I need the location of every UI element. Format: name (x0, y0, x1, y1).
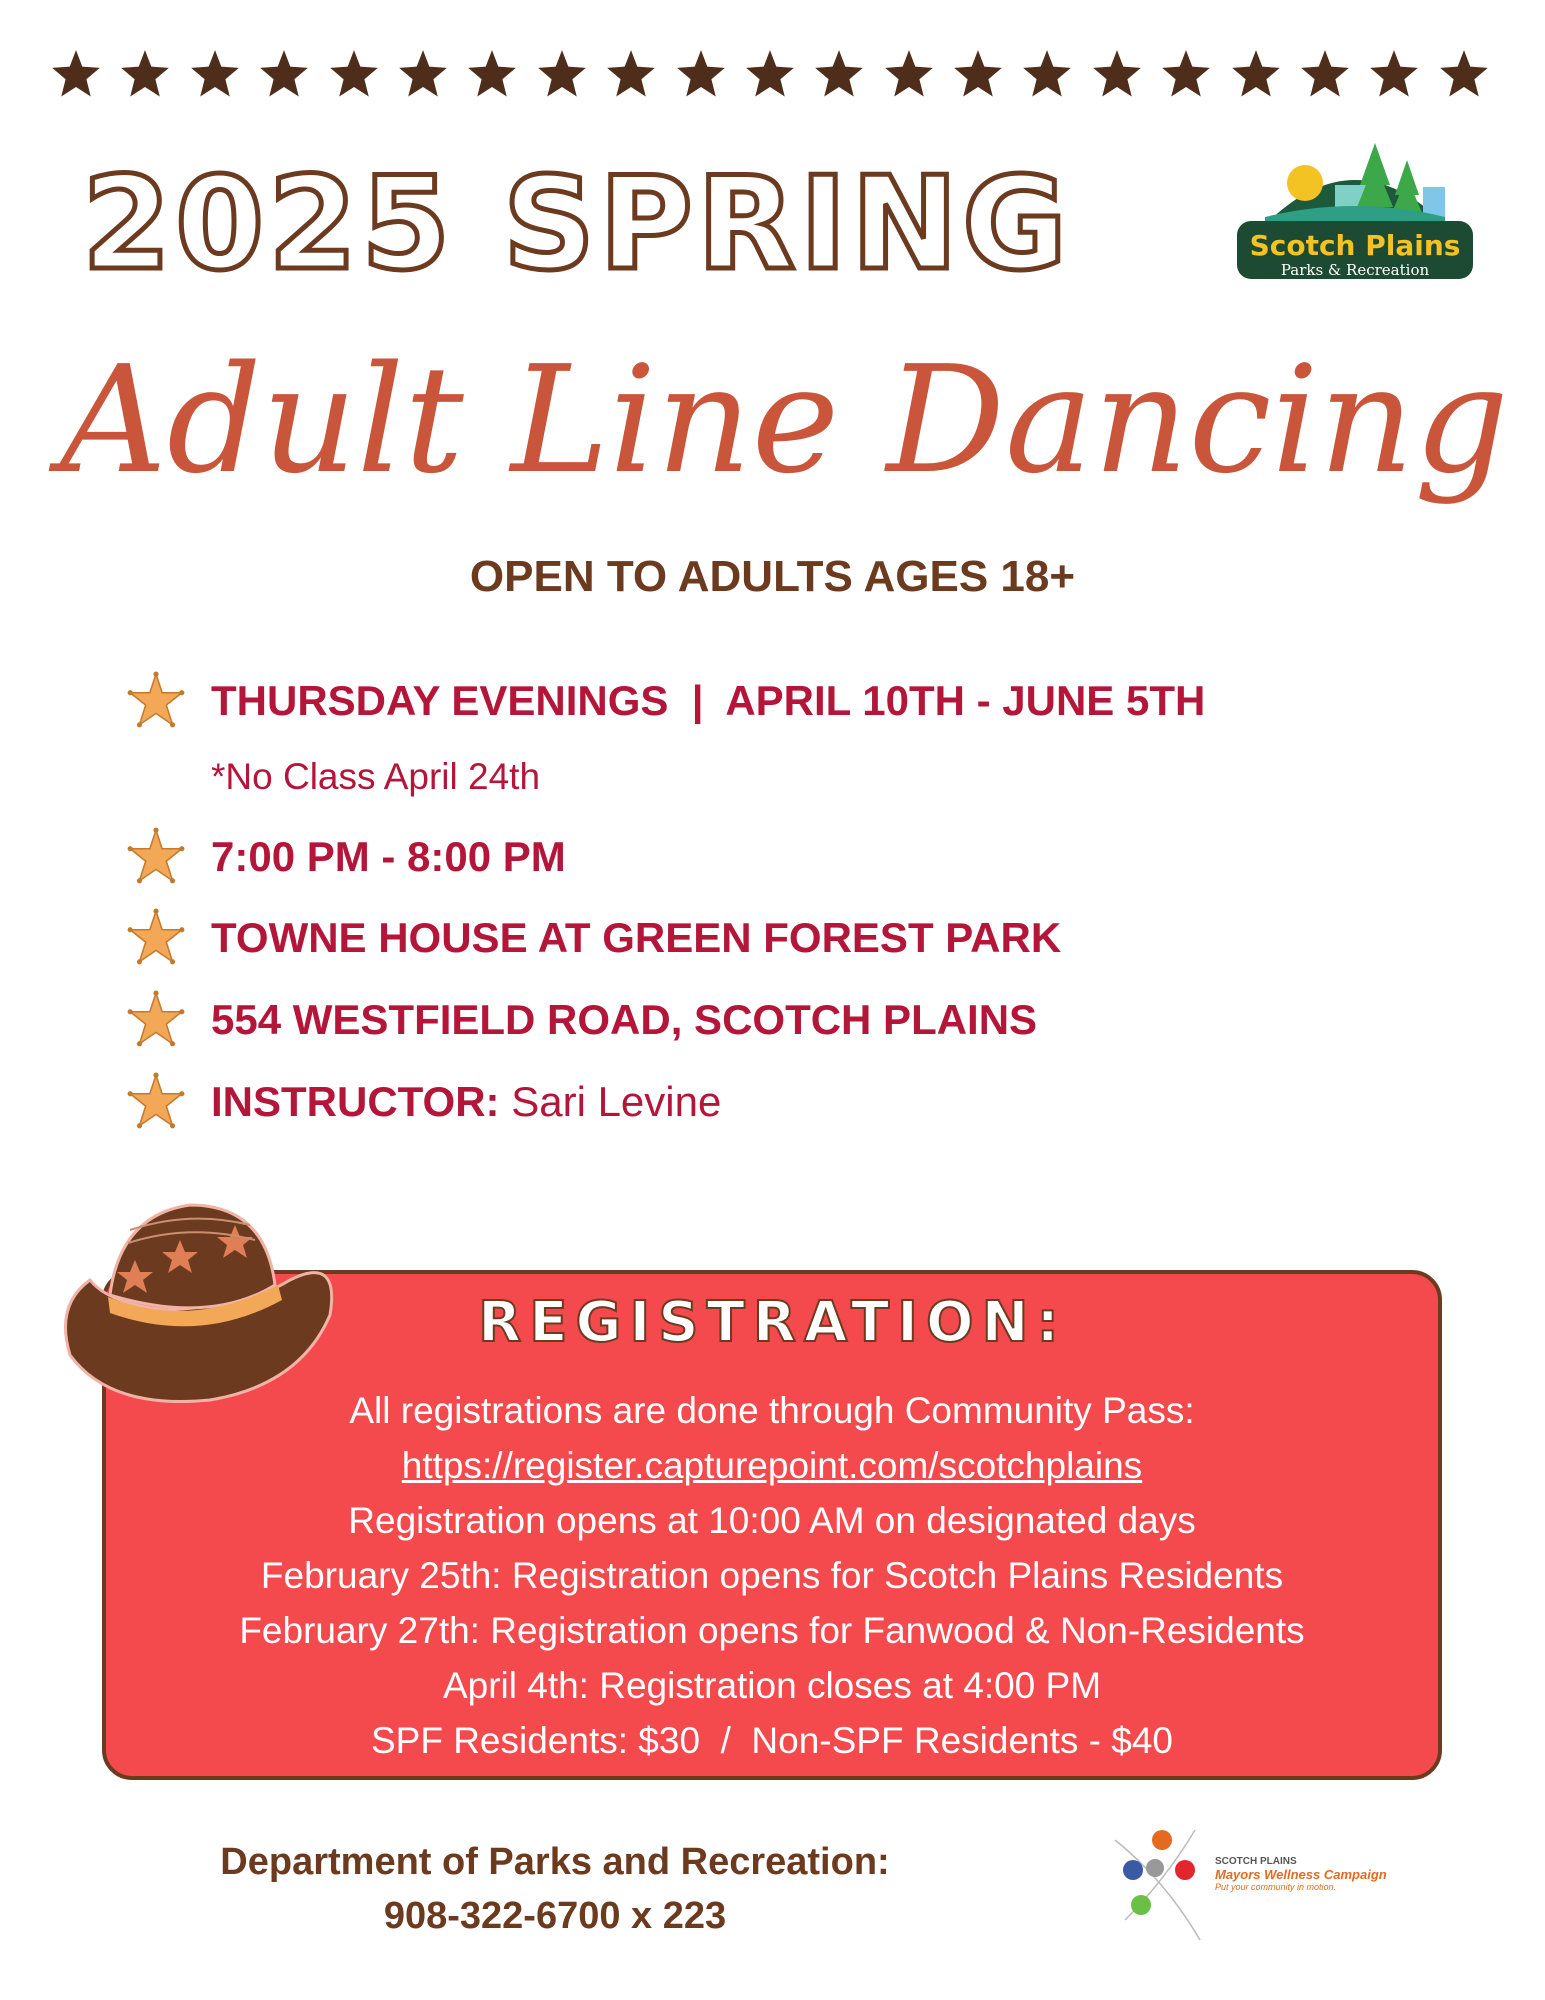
detail-location (125, 903, 1061, 973)
star-icon (189, 48, 241, 100)
sheriff-star-icon (125, 670, 187, 732)
registration-line: February 27th: Registration opens for Fanwood & Non-Residents (239, 1610, 1305, 1651)
star-icon (744, 48, 796, 100)
star-icon (605, 48, 657, 100)
registration-line: February 25th: Registration opens for Scotch Plains Residents (260, 1555, 1284, 1596)
logo-tagline: Parks & Recreation (1280, 261, 1430, 279)
detail-schedule (125, 666, 1205, 736)
star-icon (466, 48, 518, 100)
registration-fees: SPF Residents: $30 / Non-SPF Residents - $40 (370, 1720, 1174, 1761)
detail-instructor (125, 1067, 721, 1137)
star-icon (1160, 48, 1212, 100)
star-icon (258, 48, 310, 100)
address-text: 554 WESTFIELD ROAD, SCOTCH PLAINS (211, 996, 1038, 1043)
star-icon (1438, 48, 1490, 100)
instructor-label: INSTRUCTOR: (211, 1078, 500, 1125)
park-trees-logo-icon (1235, 125, 1475, 295)
registration-title: REGISTRATION: (478, 1290, 1067, 1355)
department-phone: 908-322-6700 x 223 (383, 1895, 727, 1937)
wellness-campaign-logo (1105, 1820, 1405, 1950)
registration-line: April 4th: Registration closes at 4:00 PM (442, 1665, 1102, 1706)
time-text: 7:00 PM - 8:00 PM (211, 833, 566, 880)
scotch-plains-logo (1235, 125, 1475, 295)
registration-details (102, 1383, 1442, 1768)
page-title: 2025 SPRING (82, 150, 1072, 299)
star-icon (1021, 48, 1073, 100)
star-icon (328, 48, 380, 100)
star-border (50, 48, 1490, 108)
wellness-slogan: Put your community in motion. (1215, 1882, 1337, 1892)
no-class-note: *No Class April 24th (211, 756, 541, 797)
star-icon (1230, 48, 1282, 100)
registration-link[interactable]: https://register.capturepoint.com/scotchplains (401, 1445, 1143, 1486)
sheriff-star-icon (125, 989, 187, 1051)
star-icon (883, 48, 935, 100)
sheriff-star-icon (125, 826, 187, 888)
logo-name: Scotch Plains (1249, 229, 1461, 262)
star-icon (952, 48, 1004, 100)
star-icon (119, 48, 171, 100)
department-contact (145, 1835, 965, 1943)
schedule-text: THURSDAY EVENINGS | APRIL 10TH - JUNE 5TH (211, 677, 1206, 724)
detail-time (125, 822, 566, 892)
star-icon (1091, 48, 1143, 100)
star-icon (50, 48, 102, 100)
event-title: Adult Line Dancing (60, 334, 1509, 506)
instructor-name: Sari Levine (511, 1078, 722, 1125)
star-icon (675, 48, 727, 100)
wellness-title: Mayors Wellness Campaign (1215, 1867, 1387, 1882)
registration-line: Registration opens at 10:00 AM on designated days (348, 1500, 1196, 1541)
registration-line: All registrations are done through Community Pass: (349, 1390, 1195, 1431)
star-icon (536, 48, 588, 100)
sheriff-star-icon (125, 1071, 187, 1133)
wellness-town: SCOTCH PLAINS (1215, 1856, 1297, 1867)
sheriff-star-icon (125, 907, 187, 969)
star-icon (397, 48, 449, 100)
location-text: TOWNE HOUSE AT GREEN FOREST PARK (211, 914, 1062, 961)
department-name: Department of Parks and Recreation: (220, 1841, 890, 1883)
star-icon (813, 48, 865, 100)
star-icon (1368, 48, 1420, 100)
detail-address (125, 985, 1037, 1055)
age-requirement: OPEN TO ADULTS AGES 18+ (469, 552, 1076, 601)
star-icon (1299, 48, 1351, 100)
